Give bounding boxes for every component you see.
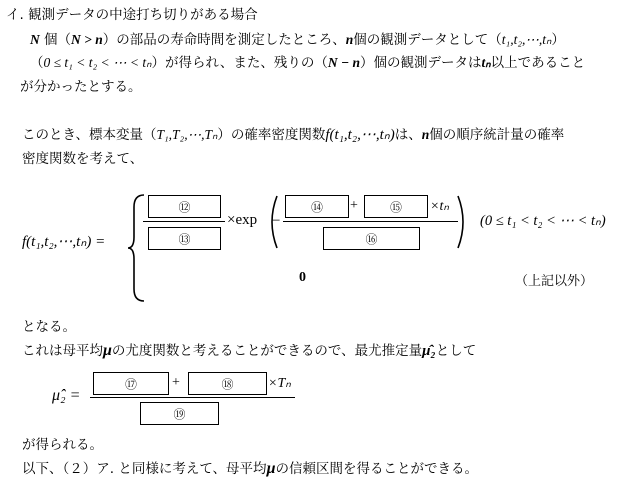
text: ）の確率密度関数: [217, 127, 326, 143]
fraction-bar-2: [283, 221, 458, 222]
text: 以下、（２）ア. と同様に考えて、母平均: [22, 461, 267, 477]
box-label-15: ⑮: [389, 200, 402, 214]
text: 個の観測データとして（: [353, 32, 502, 48]
para3-line1: [22, 318, 76, 336]
para2-line2: [22, 150, 143, 168]
box-label-17: ⑰: [124, 377, 137, 391]
para1-line2: [30, 54, 585, 72]
text: 密度関数を考えて、: [22, 151, 144, 167]
var-mu: μ: [266, 460, 276, 477]
box-label-16: ⑯: [365, 232, 378, 246]
section-heading: [6, 6, 258, 24]
text: 個の順序統計量の確率: [429, 127, 565, 143]
text: これは母平均: [22, 343, 103, 359]
answer-box-17[interactable]: [93, 372, 169, 395]
text: ）の部品の寿命時間を測定したところ、: [102, 32, 346, 48]
para4-line2: [22, 460, 478, 478]
answer-box-15[interactable]: [364, 195, 428, 218]
answer-box-13[interactable]: [148, 227, 221, 250]
text: （: [30, 55, 44, 71]
times-tn: ×tₙ: [430, 199, 449, 214]
text: このとき、標本変量（: [22, 127, 157, 143]
text: が得られる。: [22, 437, 103, 453]
sample-variables: T₁,T₂,⋯,Tₙ: [156, 127, 218, 142]
times-exp: ×exp: [227, 212, 258, 228]
text: の信頼区間を得ることができる。: [275, 461, 478, 477]
var-N: N: [30, 32, 40, 47]
minus-sign: −: [272, 213, 281, 229]
observation-tuple: t₁,t₂,⋯,tₙ: [501, 32, 552, 47]
formula1-lhs: f(t₁,t₂,⋯,tₙ) =: [22, 234, 106, 250]
answer-box-19[interactable]: [140, 402, 219, 425]
text: として: [435, 343, 477, 359]
times-Tn: ×Tₙ: [268, 376, 291, 391]
var-n: n: [421, 127, 430, 142]
para3-line2: [22, 342, 476, 360]
box-label-18: ⑱: [221, 377, 234, 391]
answer-box-16[interactable]: [323, 227, 420, 250]
var-n: n: [345, 32, 354, 47]
var-tn: tₙ: [481, 55, 491, 70]
mu-hat-2: μ̂₂: [422, 343, 436, 359]
para1-line1: [30, 31, 565, 49]
left-brace: [128, 193, 148, 303]
fraction-bar-3: [90, 397, 295, 398]
domain-condition: (0 ≤ t₁ < t₂ < ⋯ < tₙ): [480, 213, 606, 229]
right-paren: [456, 194, 470, 250]
formula2-lhs: μ̂₂ =: [52, 387, 81, 404]
text: 以上であること: [490, 55, 586, 71]
box-label-13: ⑬: [178, 232, 191, 246]
answer-box-18[interactable]: [188, 372, 267, 395]
plus-sign-2: +: [172, 375, 180, 390]
otherwise-label: （上記以外）: [515, 274, 594, 289]
text: は、: [394, 127, 422, 143]
text: ）が得られ、また、残りの（: [151, 55, 328, 71]
text: となる。: [22, 319, 76, 335]
text: の尤度関数と考えることができるので、最尤推定量: [111, 343, 423, 359]
text: ）個の観測データは: [360, 55, 482, 71]
para2-line1: [22, 126, 564, 144]
para1-line3: [20, 78, 142, 96]
text: 個（: [44, 32, 72, 48]
answer-box-12[interactable]: [148, 195, 221, 218]
text: ）: [551, 32, 565, 48]
box-label-14: ⑭: [310, 200, 323, 214]
heading-text: イ. 観測データの中途打ち切りがある場合: [6, 7, 258, 23]
box-label-19: ⑲: [173, 407, 186, 421]
ordering-condition: 0 ≤ t₁ < t₂ < ⋯ < tₙ: [43, 55, 152, 70]
text: が分かったとする。: [20, 79, 142, 95]
para4-line1: [22, 436, 103, 454]
expr-N-minus-n: N − n: [327, 55, 361, 70]
inequality-N-gt-n: N > n: [71, 32, 103, 47]
zero-value: 0: [299, 270, 306, 285]
plus-sign: +: [350, 198, 358, 213]
fraction-bar-1: [143, 221, 225, 222]
box-label-12: ⑫: [178, 200, 191, 214]
answer-box-14[interactable]: [285, 195, 349, 218]
pdf-expression: f(t₁,t₂,⋯,tₙ): [325, 127, 395, 143]
var-mu: μ: [103, 342, 112, 359]
